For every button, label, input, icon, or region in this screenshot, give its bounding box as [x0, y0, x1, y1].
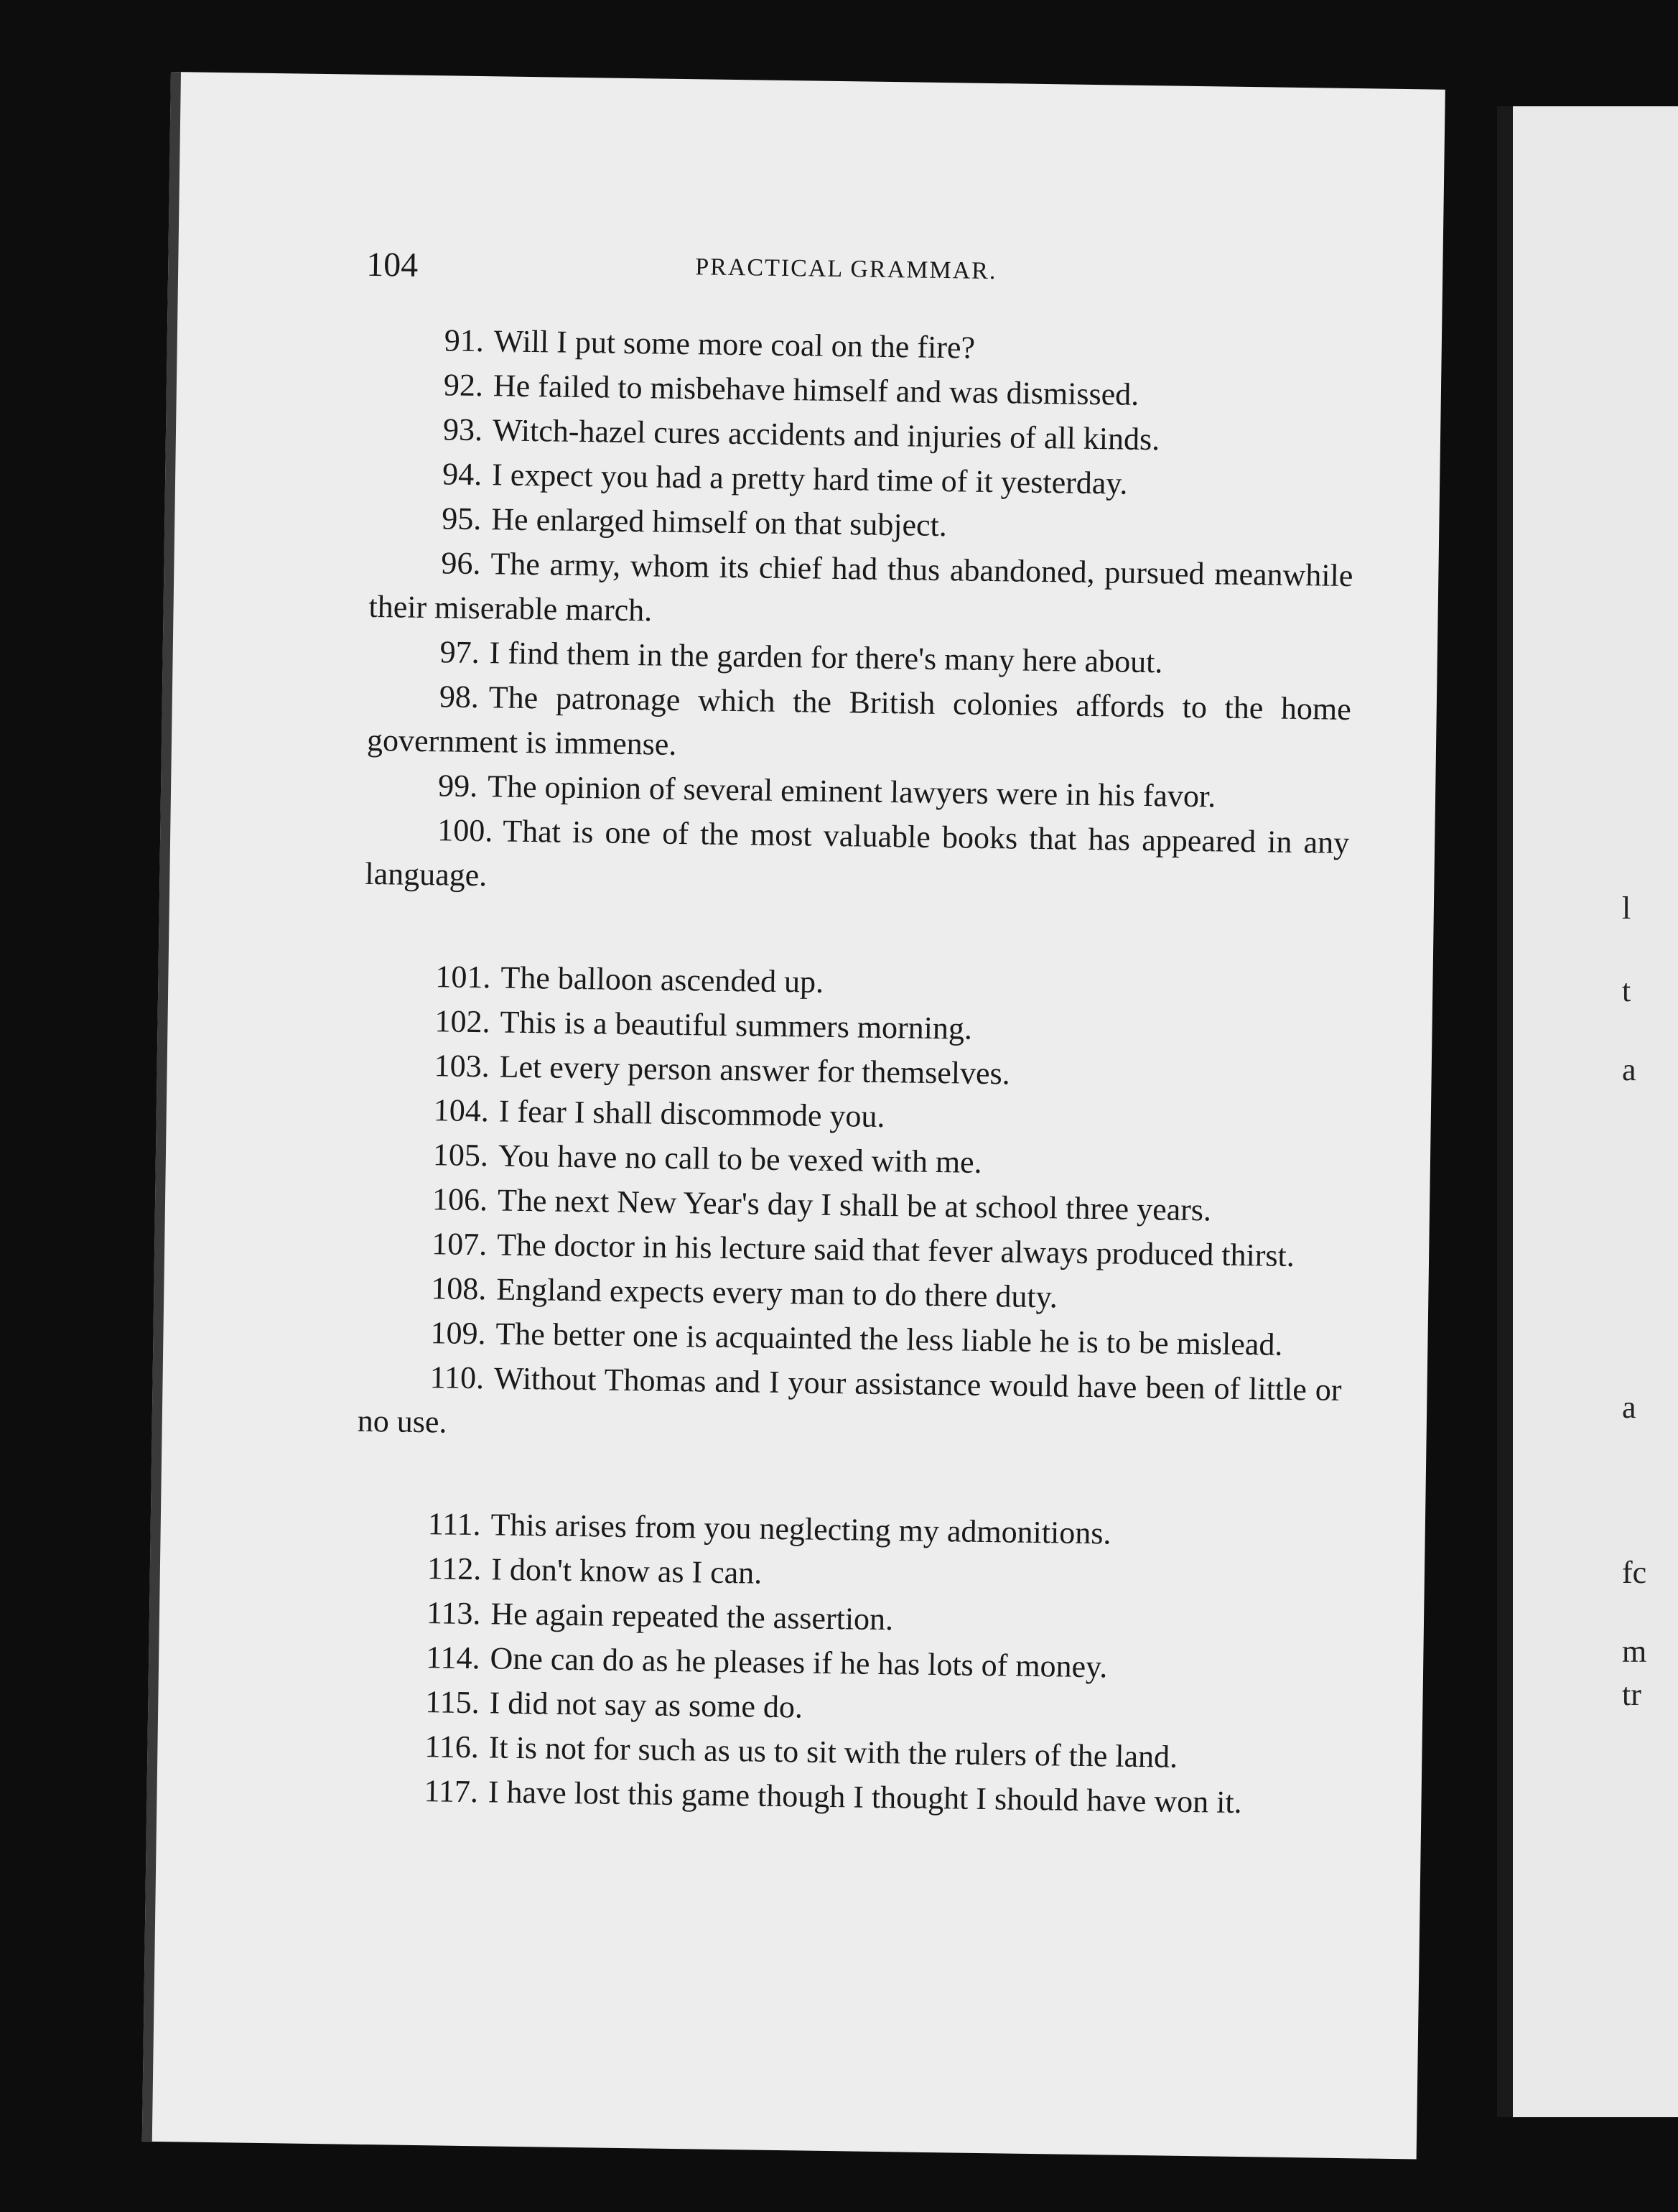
- exercise-item: 112. I don't know as I can.: [427, 1551, 763, 1591]
- book-page: [142, 72, 1445, 2160]
- adjacent-text-fragment: m: [1622, 1634, 1647, 1669]
- exercise-item: 106. The next New Year's day I shall be at school three years.: [432, 1181, 1212, 1228]
- exercise-item: 103. Let every person answer for themselves.: [434, 1048, 1011, 1092]
- exercise-item: 113. He again repeated the assertion.: [426, 1595, 894, 1637]
- exercise-item: 102. This is a beautiful summers morning.: [434, 1003, 973, 1046]
- adjacent-text-fragment: t: [1622, 973, 1631, 1008]
- exercise-list: [352, 317, 1356, 1826]
- exercise-item: 107. The doctor in his lecture said that fever always produced thirst.: [431, 1226, 1295, 1274]
- exercise-item: 104. I fear I shall discommode you.: [433, 1092, 885, 1135]
- adjacent-text-fragment: fc: [1622, 1555, 1647, 1590]
- adjacent-page-edge: [1497, 106, 1678, 2117]
- adjacent-text-fragment: l: [1622, 891, 1631, 926]
- exercise-group: [365, 317, 1356, 910]
- exercise-item: 108. England expects every man to do there duty.: [431, 1270, 1058, 1315]
- exercise-item: 97. I find them in the garden for there's many here about.: [439, 634, 1163, 680]
- exercise-item: 110. Without Thomas and I your assistance would have been of little or no use.: [357, 1360, 1342, 1440]
- exercise-item: 111. This arises from you neglecting my admonitions.: [427, 1506, 1111, 1551]
- exercise-item: 101. The balloon ascended up.: [435, 959, 824, 1000]
- adjacent-text-fragment: a: [1622, 1052, 1636, 1087]
- exercise-item: 93. Witch-hazel cures accidents and injuries of all kinds.: [442, 412, 1160, 457]
- exercise-item: 92. He failed to misbehave himself and was dismissed.: [443, 367, 1139, 412]
- exercise-item: 94. I expect you had a pretty hard time of it yesterday.: [442, 456, 1128, 501]
- exercise-item: 115. I did not say as some do.: [425, 1684, 803, 1725]
- exercise-item: 109. The better one is acquainted the less liable he is to be mislead.: [430, 1315, 1283, 1362]
- exercise-group: [357, 954, 1347, 1457]
- exercise-item: 105. You have no call to be vexed with me.: [432, 1137, 982, 1180]
- exercise-item: 91. Will I put some more coal on the fire?: [444, 322, 976, 366]
- exercise-item: 95. He enlarged himself on that subject.: [442, 501, 948, 544]
- exercise-item: 96. The army, whom its chief had thus abandoned, pursued meanwhile their miserable march.: [368, 545, 1353, 628]
- exercise-item: 99. The opinion of several eminent lawyers were in his favor.: [437, 768, 1216, 814]
- exercise-item: 117. I have lost this game though I thought I should have won it.: [424, 1773, 1242, 1821]
- exercise-item: 100. That is one of the most valuable books that has appeared in any language.: [365, 812, 1350, 893]
- exercise-item: 116. It is not for such as us to sit with the rulers of the land.: [424, 1729, 1178, 1775]
- page-header: [178, 242, 1443, 303]
- exercise-group: [352, 1501, 1340, 1826]
- running-title: PRACTICAL GRAMMAR.: [695, 254, 997, 285]
- exercise-item: 98. The patronage which the British colonies affords to the home government is immense.: [366, 679, 1352, 762]
- adjacent-text-fragment: a: [1622, 1390, 1636, 1425]
- exercise-item: 114. One can do as he pleases if he has lots of money.: [425, 1640, 1108, 1685]
- adjacent-text-fragment: tr: [1622, 1677, 1641, 1712]
- page-number: 104: [365, 245, 419, 284]
